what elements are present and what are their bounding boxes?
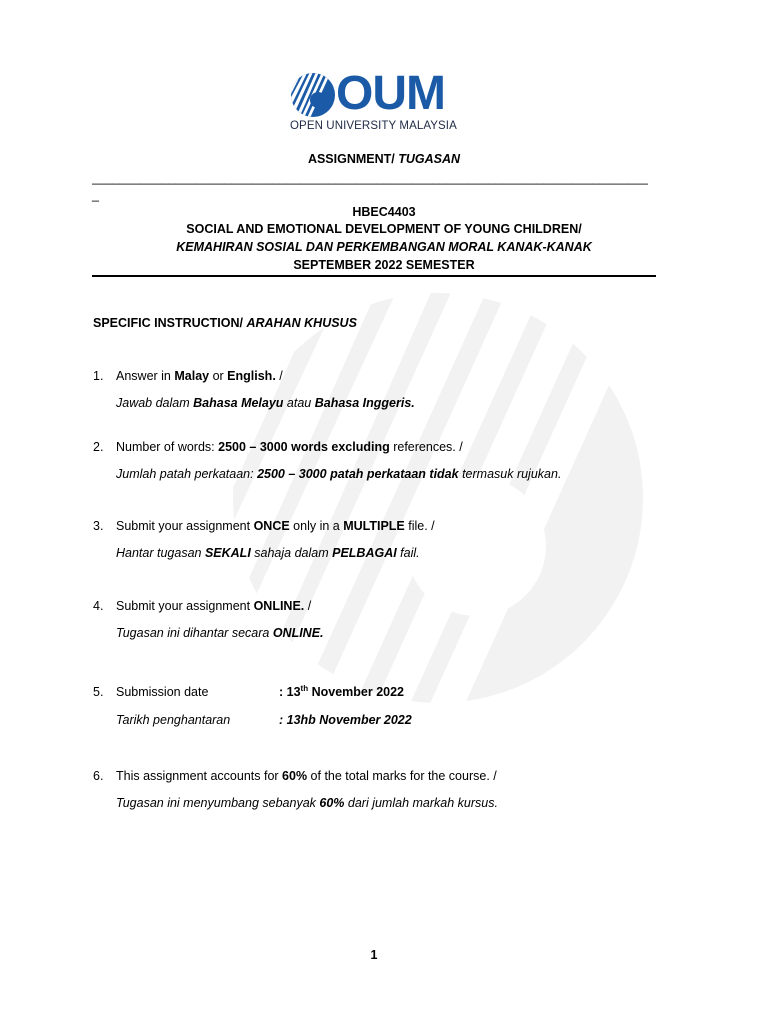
course-divider <box>92 275 656 277</box>
instruction-2-ms: Jumlah patah perkataan: 2500 – 3000 patah perkataan tidak termasuk rujukan. <box>116 467 562 481</box>
instruction-4-en: Submit your assignment ONLINE. / <box>116 599 312 613</box>
oum-subtitle: OPEN UNIVERSITY MALAYSIA <box>290 120 457 132</box>
instructions-heading-en: SPECIFIC INSTRUCTION/ <box>93 316 244 330</box>
item-number: 4. <box>93 599 104 613</box>
instruction-3-ms: Hantar tugasan SEKALI sahaja dalam PELBAGAI fail. <box>116 546 420 560</box>
item-number: 5. <box>93 685 104 699</box>
instruction-2-en: Number of words: 2500 – 3000 words excluding references. / <box>116 440 463 454</box>
instructions-heading <box>93 315 357 331</box>
assignment-title <box>0 152 768 166</box>
course-title-en: SOCIAL AND EMOTIONAL DEVELOPMENT OF YOUNG CHILDREN/ <box>186 222 582 236</box>
assignment-label: ASSIGNMENT/ <box>307 152 395 166</box>
oum-wordmark: OUM <box>336 67 445 120</box>
semester: SEPTEMBER 2022 SEMESTER <box>293 258 475 272</box>
item-number: 3. <box>93 519 104 533</box>
tarikh-penghantaran-value: : 13hb November 2022 <box>279 713 412 727</box>
instruction-1-en: Answer in Malay or English. / <box>116 369 283 383</box>
tarikh-penghantaran-label: Tarikh penghantaran <box>116 713 231 727</box>
separator-line: ________________________________________________________________________________ <box>92 171 648 185</box>
submission-date-value: : 13th November 2022 <box>279 683 404 699</box>
item-number: 1. <box>93 369 104 383</box>
item-number: 2. <box>93 440 104 454</box>
instructions-heading-ms: ARAHAN KHUSUS <box>246 316 357 330</box>
item-number: 6. <box>93 769 104 783</box>
separator-tail: _ <box>92 188 99 202</box>
instruction-6-ms: Tugasan ini menyumbang sebanyak 60% dari jumlah markah kursus. <box>116 796 498 810</box>
course-title-ms: KEMAHIRAN SOSIAL DAN PERKEMBANGAN MORAL KANAK-KANAK <box>176 240 592 254</box>
instruction-1-ms: Jawab dalam Bahasa Melayu atau Bahasa Inggeris. <box>116 396 415 410</box>
assignment-label-malay: TUGASAN <box>398 152 461 166</box>
instruction-4-ms: Tugasan ini dihantar secara ONLINE. <box>116 626 324 640</box>
submission-date-label: Submission date <box>116 685 209 699</box>
course-code: HBEC4403 <box>352 205 416 219</box>
instruction-6-en: This assignment accounts for 60% of the total marks for the course. / <box>116 769 497 783</box>
instruction-3-en: Submit your assignment ONCE only in a MULTIPLE file. / <box>116 519 435 533</box>
page-number: 1 <box>370 948 378 962</box>
